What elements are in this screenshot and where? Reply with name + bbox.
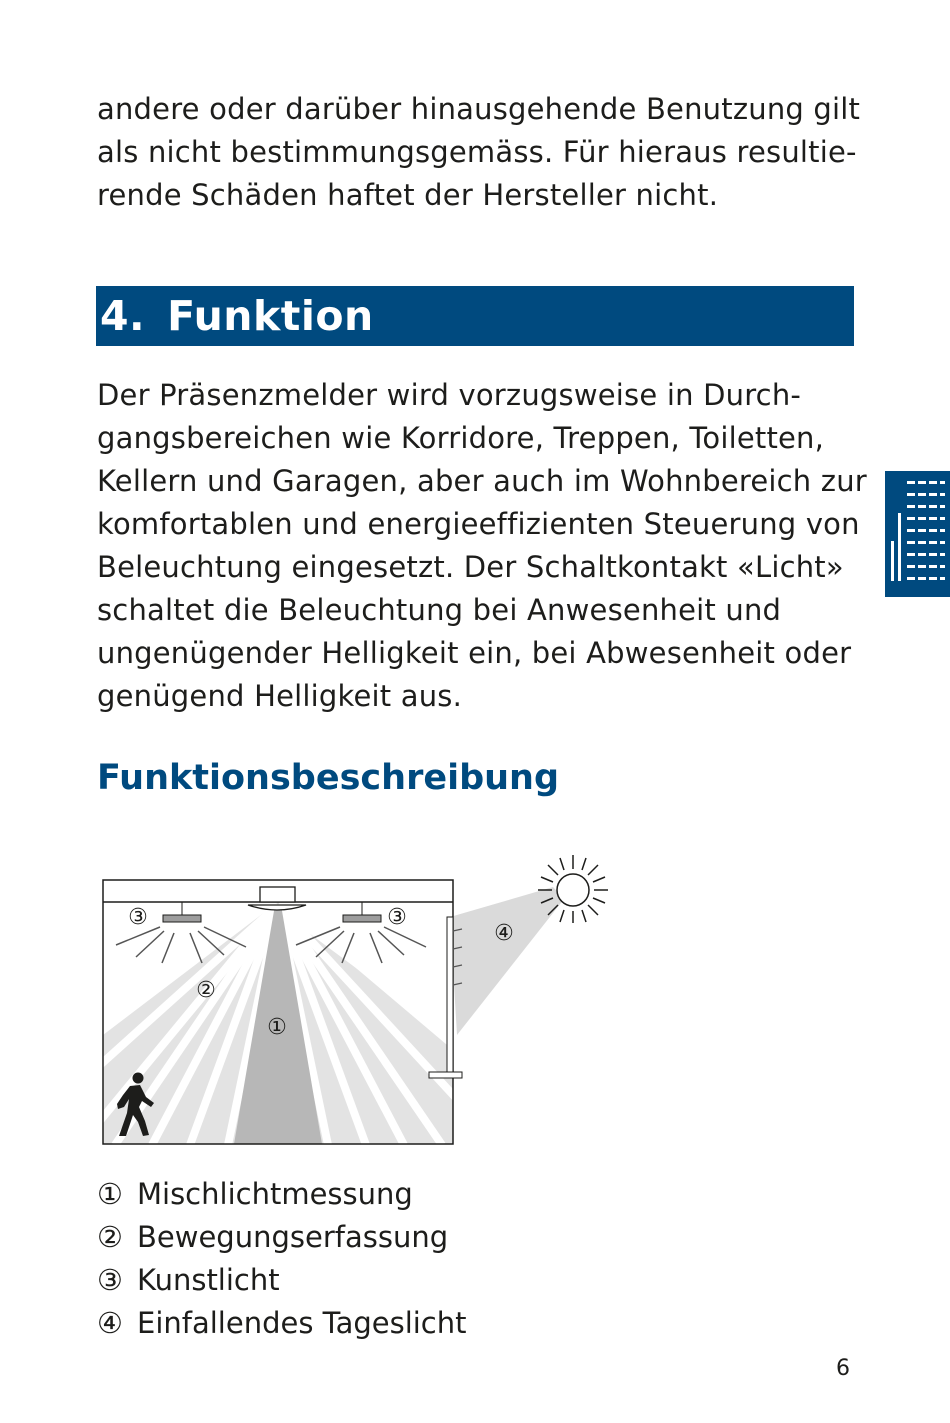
sub-heading: Funktionsbeschreibung [97,758,560,798]
function-diagram [90,845,620,1155]
intro-line: als nicht bestimmungsgemäss. Für hieraus resultie- [97,135,857,169]
page-number: 6 [836,1356,850,1381]
intro-line: andere oder darüber hinausgehende Benutzung gilt [97,92,861,126]
daylight-beam [450,887,564,1035]
intro-line: rende Schäden haftet der Hersteller nicht. [97,178,719,212]
intro-paragraph [97,88,867,217]
legend-item [97,1173,467,1216]
chapter-tab-marker [885,471,950,597]
presence-detector-icon [248,887,306,910]
legend-marker: ③ [97,1263,123,1297]
marker-artificial-light-right: ③ [387,905,407,930]
section-number: 4. [100,292,146,340]
body-line: Kellern und Garagen, aber auch im Wohnbereich zur [97,464,867,498]
body-line: gangsbereichen wie Korridore, Treppen, Toiletten, [97,421,825,455]
marker-artificial-light-left: ③ [128,905,148,930]
section-title-text: Funktion [167,292,374,340]
legend-item [97,1302,467,1345]
legend-marker: ④ [97,1306,123,1340]
section-title [100,288,374,344]
marker-motion-detection: ② [196,978,216,1003]
body-line: komfortablen und energieeffizienten Steuerung von [97,507,860,541]
chapter-tab-pattern-icon [885,471,950,597]
legend-marker: ① [97,1177,123,1211]
marker-mixed-light: ① [267,1015,287,1040]
diagram-legend [97,1173,467,1345]
body-line: Der Präsenzmelder wird vorzugsweise in Durch- [97,378,802,412]
legend-item [97,1259,467,1302]
body-line: Beleuchtung eingesetzt. Der Schaltkontakt «Licht» [97,550,844,584]
legend-text: Mischlichtmessung [137,1177,413,1211]
legend-item [97,1216,467,1259]
legend-marker: ② [97,1220,123,1254]
legend-text: Kunstlicht [137,1263,280,1297]
body-paragraph [97,374,867,718]
body-line: schaltet die Beleuchtung bei Anwesenheit und [97,593,782,627]
body-line: ungenügender Helligkeit ein, bei Abwesenheit oder [97,636,852,670]
body-line: genügend Helligkeit aus. [97,679,463,713]
legend-text: Einfallendes Tageslicht [137,1306,467,1340]
marker-daylight: ④ [494,921,514,946]
legend-text: Bewegungserfassung [137,1220,449,1254]
